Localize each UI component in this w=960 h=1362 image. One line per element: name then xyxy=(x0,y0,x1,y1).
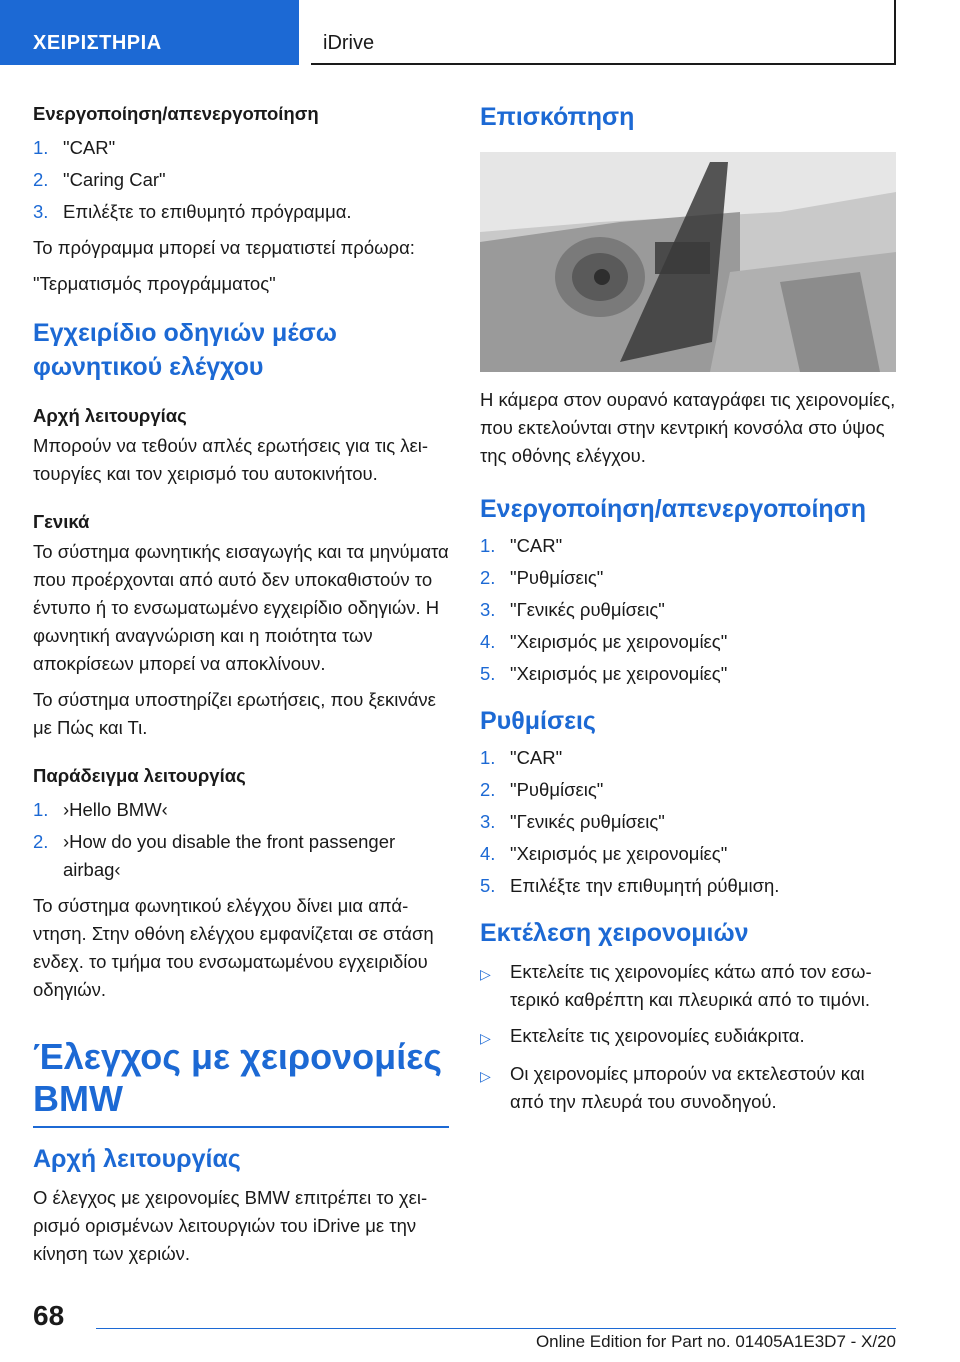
list-item: ▷ Οι χειρονομίες μπορούν να εκτελεστούν και από την πλευρά του συνοδηγού. xyxy=(480,1060,898,1116)
list-item: ▷ Εκτελείτε τις χειρονομίες κάτω από τον εσωτερικό καθρέπτη και πλευρικά από το τιμόνι. xyxy=(480,958,898,1014)
list-item: 3. Επιλέξτε το επιθυμητό πρόγραμμα. xyxy=(33,201,352,222)
left-column xyxy=(33,100,449,1276)
activation-steps xyxy=(33,134,449,226)
execution-bullets xyxy=(480,958,898,1116)
triangle-bullet-icon: ▷ xyxy=(480,1030,491,1046)
gesture-camera-image xyxy=(480,152,896,372)
subheading: Γενικά xyxy=(33,511,90,532)
section-heading: Ρυθμίσεις xyxy=(480,707,596,735)
footer-rule xyxy=(96,1328,896,1329)
list-item: 5. "Χειρισμός με χειρονομίες" xyxy=(480,663,728,684)
paragraph: Ο έλεγχος με χειρονομίες BMW επιτρέπει το χειρισμό ορισμένων λειτουργιών του iDrive με την κίνηση των χεριών. xyxy=(33,1187,428,1264)
section-heading: Ενεργοποίηση/απενεργοποίηση xyxy=(480,495,867,523)
paragraph: "Τερματισμός προγράμματος" xyxy=(33,273,276,294)
page-number: 68 xyxy=(33,1300,65,1331)
edition-footer: Online Edition for Part no. 01405A1E3D7 - X/20 xyxy=(535,1332,896,1351)
list-item: 2. "Ρυθμίσεις" xyxy=(480,779,604,800)
car-interior-illustration xyxy=(480,152,896,372)
section-heading: Εγχειρίδιο οδηγιών μέσω φωνητικού ελέγχου xyxy=(33,319,337,381)
right-column xyxy=(480,100,898,1124)
activation-steps xyxy=(480,532,898,688)
chapter-title: iDrive xyxy=(311,0,896,65)
section-tab-underline xyxy=(0,63,299,65)
list-item: 5. Επιλέξτε την επιθυμητή ρύθμιση. xyxy=(480,875,780,896)
section-tab: ΧΕΙΡΙΣΤΗΡΙΑ xyxy=(0,0,299,65)
list-item: 1. "CAR" xyxy=(480,747,563,768)
paragraph: Μπορούν να τεθούν απλές ερωτήσεις για τις λειτουργίες και τον χειρισμό του αυτοκινήτου. xyxy=(33,435,429,484)
section-heading: Εκτέλεση χειρονομιών xyxy=(480,919,749,947)
list-item: 4. "Χειρισμός με χειρονομίες" xyxy=(480,843,728,864)
chapter-heading: Έλεγχος με χειρονομίες BMW xyxy=(33,1036,443,1119)
section-heading: Επισκόπηση xyxy=(480,103,635,131)
list-item: 1. "CAR" xyxy=(33,137,116,158)
subheading: Αρχή λειτουργίας xyxy=(33,405,187,426)
example-steps xyxy=(33,796,449,884)
list-item: 1. "CAR" xyxy=(480,535,563,556)
triangle-bullet-icon: ▷ xyxy=(480,1068,491,1084)
heading-rule xyxy=(33,1126,449,1128)
activation-subheading: Ενεργοποίηση/απενεργοποίηση xyxy=(33,103,319,124)
list-item: 1. ›Hello BMW‹ xyxy=(33,799,168,820)
logo-icon xyxy=(594,269,610,285)
subheading: Παράδειγμα λειτουργίας xyxy=(33,765,246,786)
image-caption: Η κάμερα στον ουρανό καταγράφει τις χειρονομίες, που εκτελούνται στην κεντρική κονσόλα στο ύψος της οθόνης ελέγχου. xyxy=(480,389,896,466)
section-heading: Αρχή λειτουργίας xyxy=(33,1145,241,1173)
paragraph: Το σύστημα φωνητικής εισαγωγής και τα μηνύματα που προέρχονται από αυτό δεν υποκαθιστούν το έντυπο ή το ενσωματωμένο εγχειρίδιο οδηγιών. Η φωνητική αναγνώριση και η ποιότητα των αποκρίσεων μπορεί να αποκλίνουν. xyxy=(33,541,449,674)
paragraph: Το σύστημα υποστηρίζει ερωτήσεις, που ξεκινάνε με Πώς και Τι. xyxy=(33,689,436,738)
list-item: 2. "Ρυθμίσεις" xyxy=(480,567,604,588)
triangle-bullet-icon: ▷ xyxy=(480,966,491,982)
paragraph: Το πρόγραμμα μπορεί να τερματιστεί πρόωρα: xyxy=(33,237,415,258)
list-item: 3. "Γενικές ρυθμίσεις" xyxy=(480,599,665,620)
list-item: 2. "Caring Car" xyxy=(33,169,166,190)
settings-steps xyxy=(480,744,898,900)
paragraph: Το σύστημα φωνητικού ελέγχου δίνει μια απάντηση. Στην οθόνη ελέγχου εμφανίζεται σε στάση ενδεχ. το τμήμα του ενσωματωμένου εγχειριδίου οδηγιών. xyxy=(33,895,434,1000)
list-item: ▷ Εκτελείτε τις χειρονομίες ευδιάκριτα. xyxy=(480,1022,898,1052)
list-item: 4. "Χειρισμός με χειρονομίες" xyxy=(480,631,728,652)
list-item: 3. "Γενικές ρυθμίσεις" xyxy=(480,811,665,832)
list-item: 2. ›How do you disable the front passenger airbag‹ xyxy=(33,831,396,880)
